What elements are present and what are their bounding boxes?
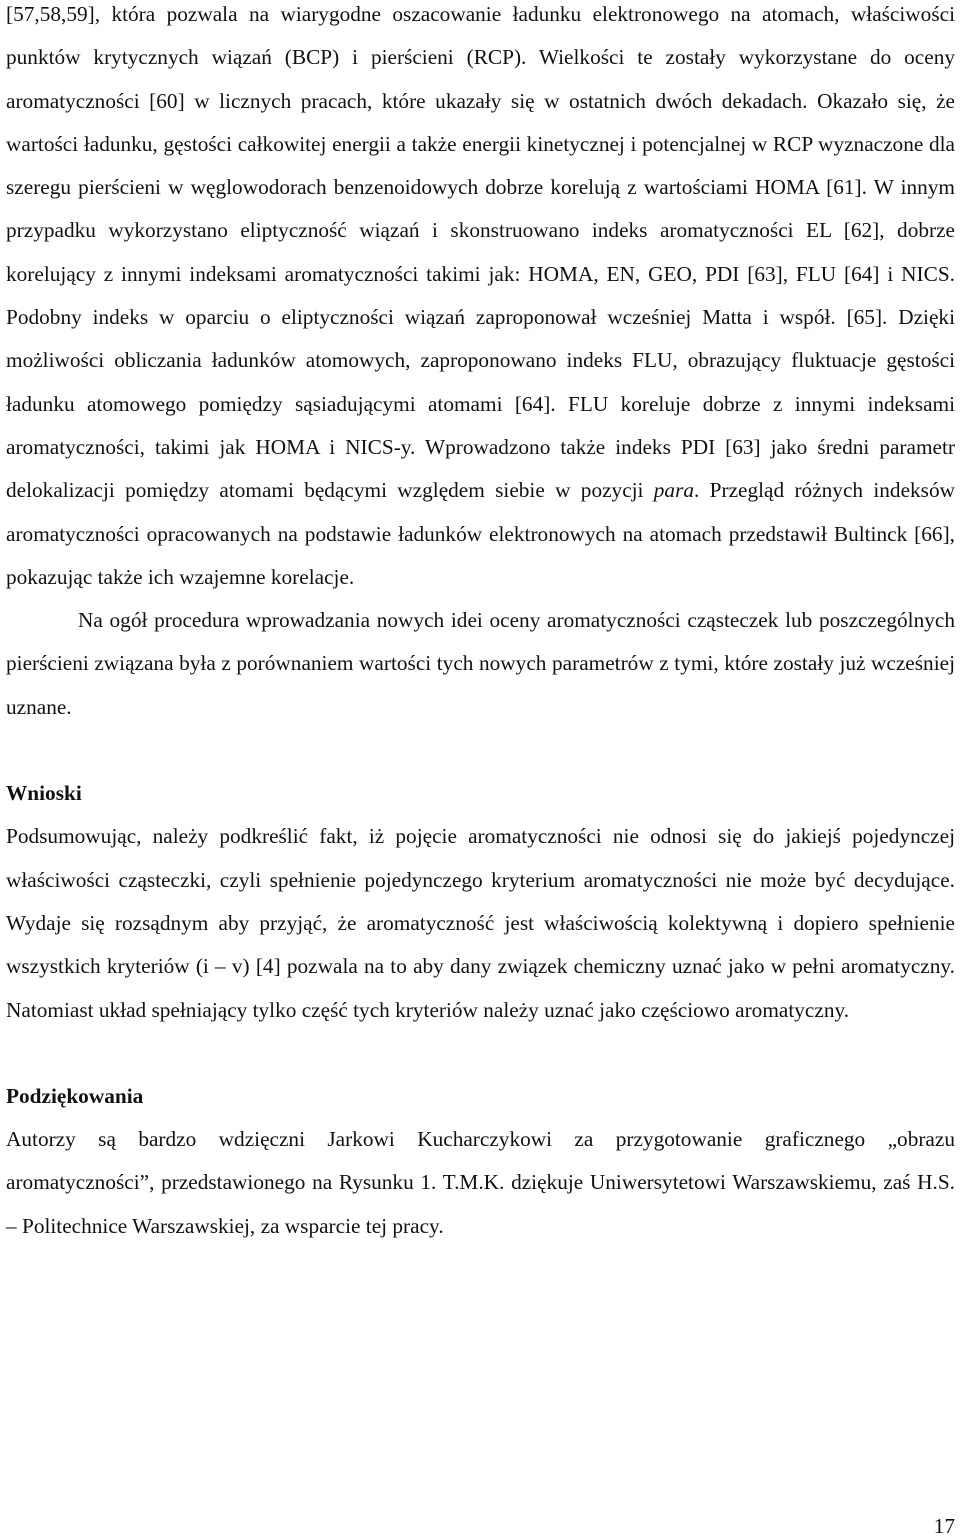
procedure-paragraph: Na ogół procedura wprowadzania nowych idei oceny aromatyczności cząsteczek lub poszczególnych pierścieni związana była z porównaniem wartości tych nowych parametrów z tymi, które zostały już wcześniej uznane. [6, 608, 955, 719]
acknowledgements-paragraph: Autorzy są bardzo wdzięczni Jarkowi Kucharczykowi za przygotowanie graficznego „obrazu aromatyczności”, przedstawionego na Rysunku 1. T.M.K. dziękuje Uniwersytetowi Warszawskiemu, zaś H.S. – Politechnice Warszawskiej, za wsparcie tej pracy. [6, 1127, 955, 1238]
document-page [6, 0, 955, 1248]
intro-text-part2: . Przegląd różnych indeksów aromatyczności opracowanych na podstawie ładunków elektronowych na atomach przedstawił Bultinck [66], pokazując także ich wzajemne korelacje. [6, 478, 955, 589]
conclusions-heading: Wnioski [6, 781, 82, 806]
intro-text-part1: [57,58,59], która pozwala na wiarygodne oszacowanie ładunku elektronowego na atomach, właściwości punktów krytycznych wiązań (BCP) i pierścieni (RCP). Wielkości te zostały wykorzystane do oceny aromatyczności [60] w licznych pracach, które ukazały się w ostatnich dwóch dekadach. Okazało się, że wartości ładunku, gęstości całkowitej energii a także energii kinetycznej i potencjalnej w RCP wyznaczone dla szeregu pierścieni w węglowodorach benzenoidowych dobrze korelują z wartościami HOMA [61]. W innym przypadku wykorzystano eliptyczność wiązań i skonstruowano indeks aromatyczności EL [62], dobrze korelujący z innymi indeksami aromatyczności takimi jak: HOMA, EN, GEO, PDI [63], FLU [64] i NICS. Podobny indeks w oparciu o eliptyczności wiązań zaproponował wcześniej Matta i współ. [65]. Dzięki możliwości obliczania ładunków atomowych, zaproponowano indeks FLU, obrazujący fluktuacje gęstości ładunku atomowego pomiędzy sąsiadującymi atomami [64]. FLU koreluje dobrze z innymi indeksami aromatyczności, takimi jak HOMA i NICS-y. Wprowadzono także indeks PDI [63] jako średni parametr delokalizacji pomiędzy atomami będącymi względem siebie w pozycji [6, 2, 955, 503]
acknowledgements-heading: Podziękowania [6, 1083, 144, 1108]
intro-italic-para: para [653, 478, 695, 503]
conclusions-paragraph: Podsumowując, należy podkreślić fakt, iż pojęcie aromatyczności nie odnosi się do jakiejś pojedynczej właściwości cząsteczki, czyli spełnienie pojedynczego kryterium aromatyczności nie może być decydujące. Wydaje się rozsądnym aby przyjąć, że aromatyczność jest właściwością kolektywną i dopiero spełnienie wszystkich kryteriów (i – v) [4] pozwala na to aby dany związek chemiczny uznać jako w pełni aromatyczny. Natomiast układ spełniający tylko część tych kryteriów należy uznać jako częściowo aromatyczny. [6, 824, 955, 1022]
page-number: 17 [933, 1514, 955, 1538]
intro-paragraph [6, 0, 955, 599]
